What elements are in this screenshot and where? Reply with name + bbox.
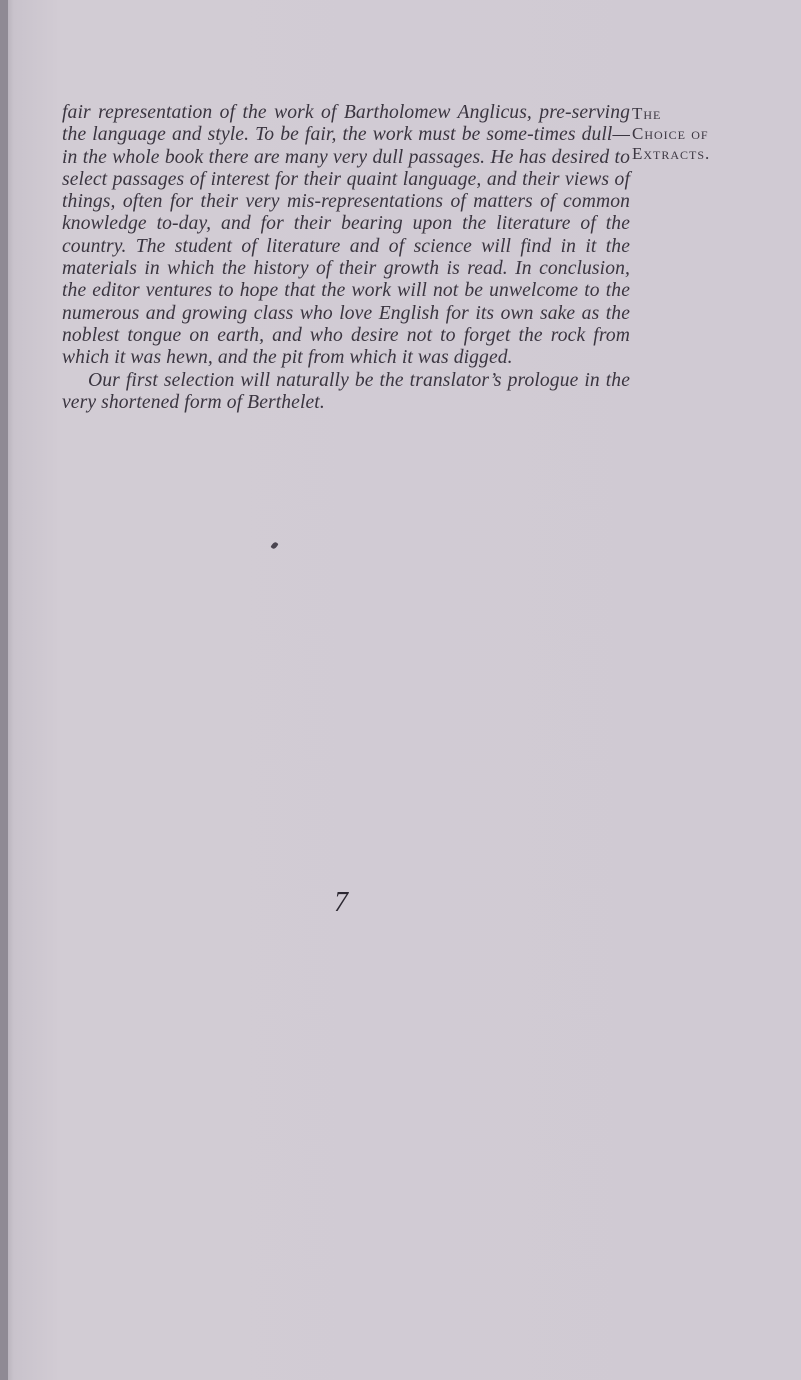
ink-mark (270, 541, 278, 550)
margin-note-line: Extracts. (632, 144, 711, 163)
page-gutter-edge (0, 0, 8, 1380)
margin-note-line: Choice of (632, 124, 709, 143)
margin-note (632, 104, 798, 164)
margin-note-line: The (632, 104, 662, 123)
body-text (62, 102, 630, 414)
paragraph-1: fair representation of the work of Bartholomew Anglicus, pre-serving the language and style. To be fair, the work must be some-times dull—in the whole book there are many very dull passages. He has desired to select passages of interest for their quaint language, and their views of things, often for their very mis-representations of matters of common knowledge to-day, and for their bearing upon the literature of the country. The student of literature and of science will find in it the materials in which the history of their growth is read. In conclusion, the editor ventures to hope that the work will not be unwelcome to the numerous and growing class who love English for its own sake as the noblest tongue on earth, and who desire not to forget the rock from which it was hewn, and the pit from which it was digged. (62, 102, 630, 369)
page-number: 7 (334, 887, 348, 918)
paragraph-2: Our first selection will naturally be the translator’s prologue in the very shortened form of Berthelet. (62, 369, 630, 413)
